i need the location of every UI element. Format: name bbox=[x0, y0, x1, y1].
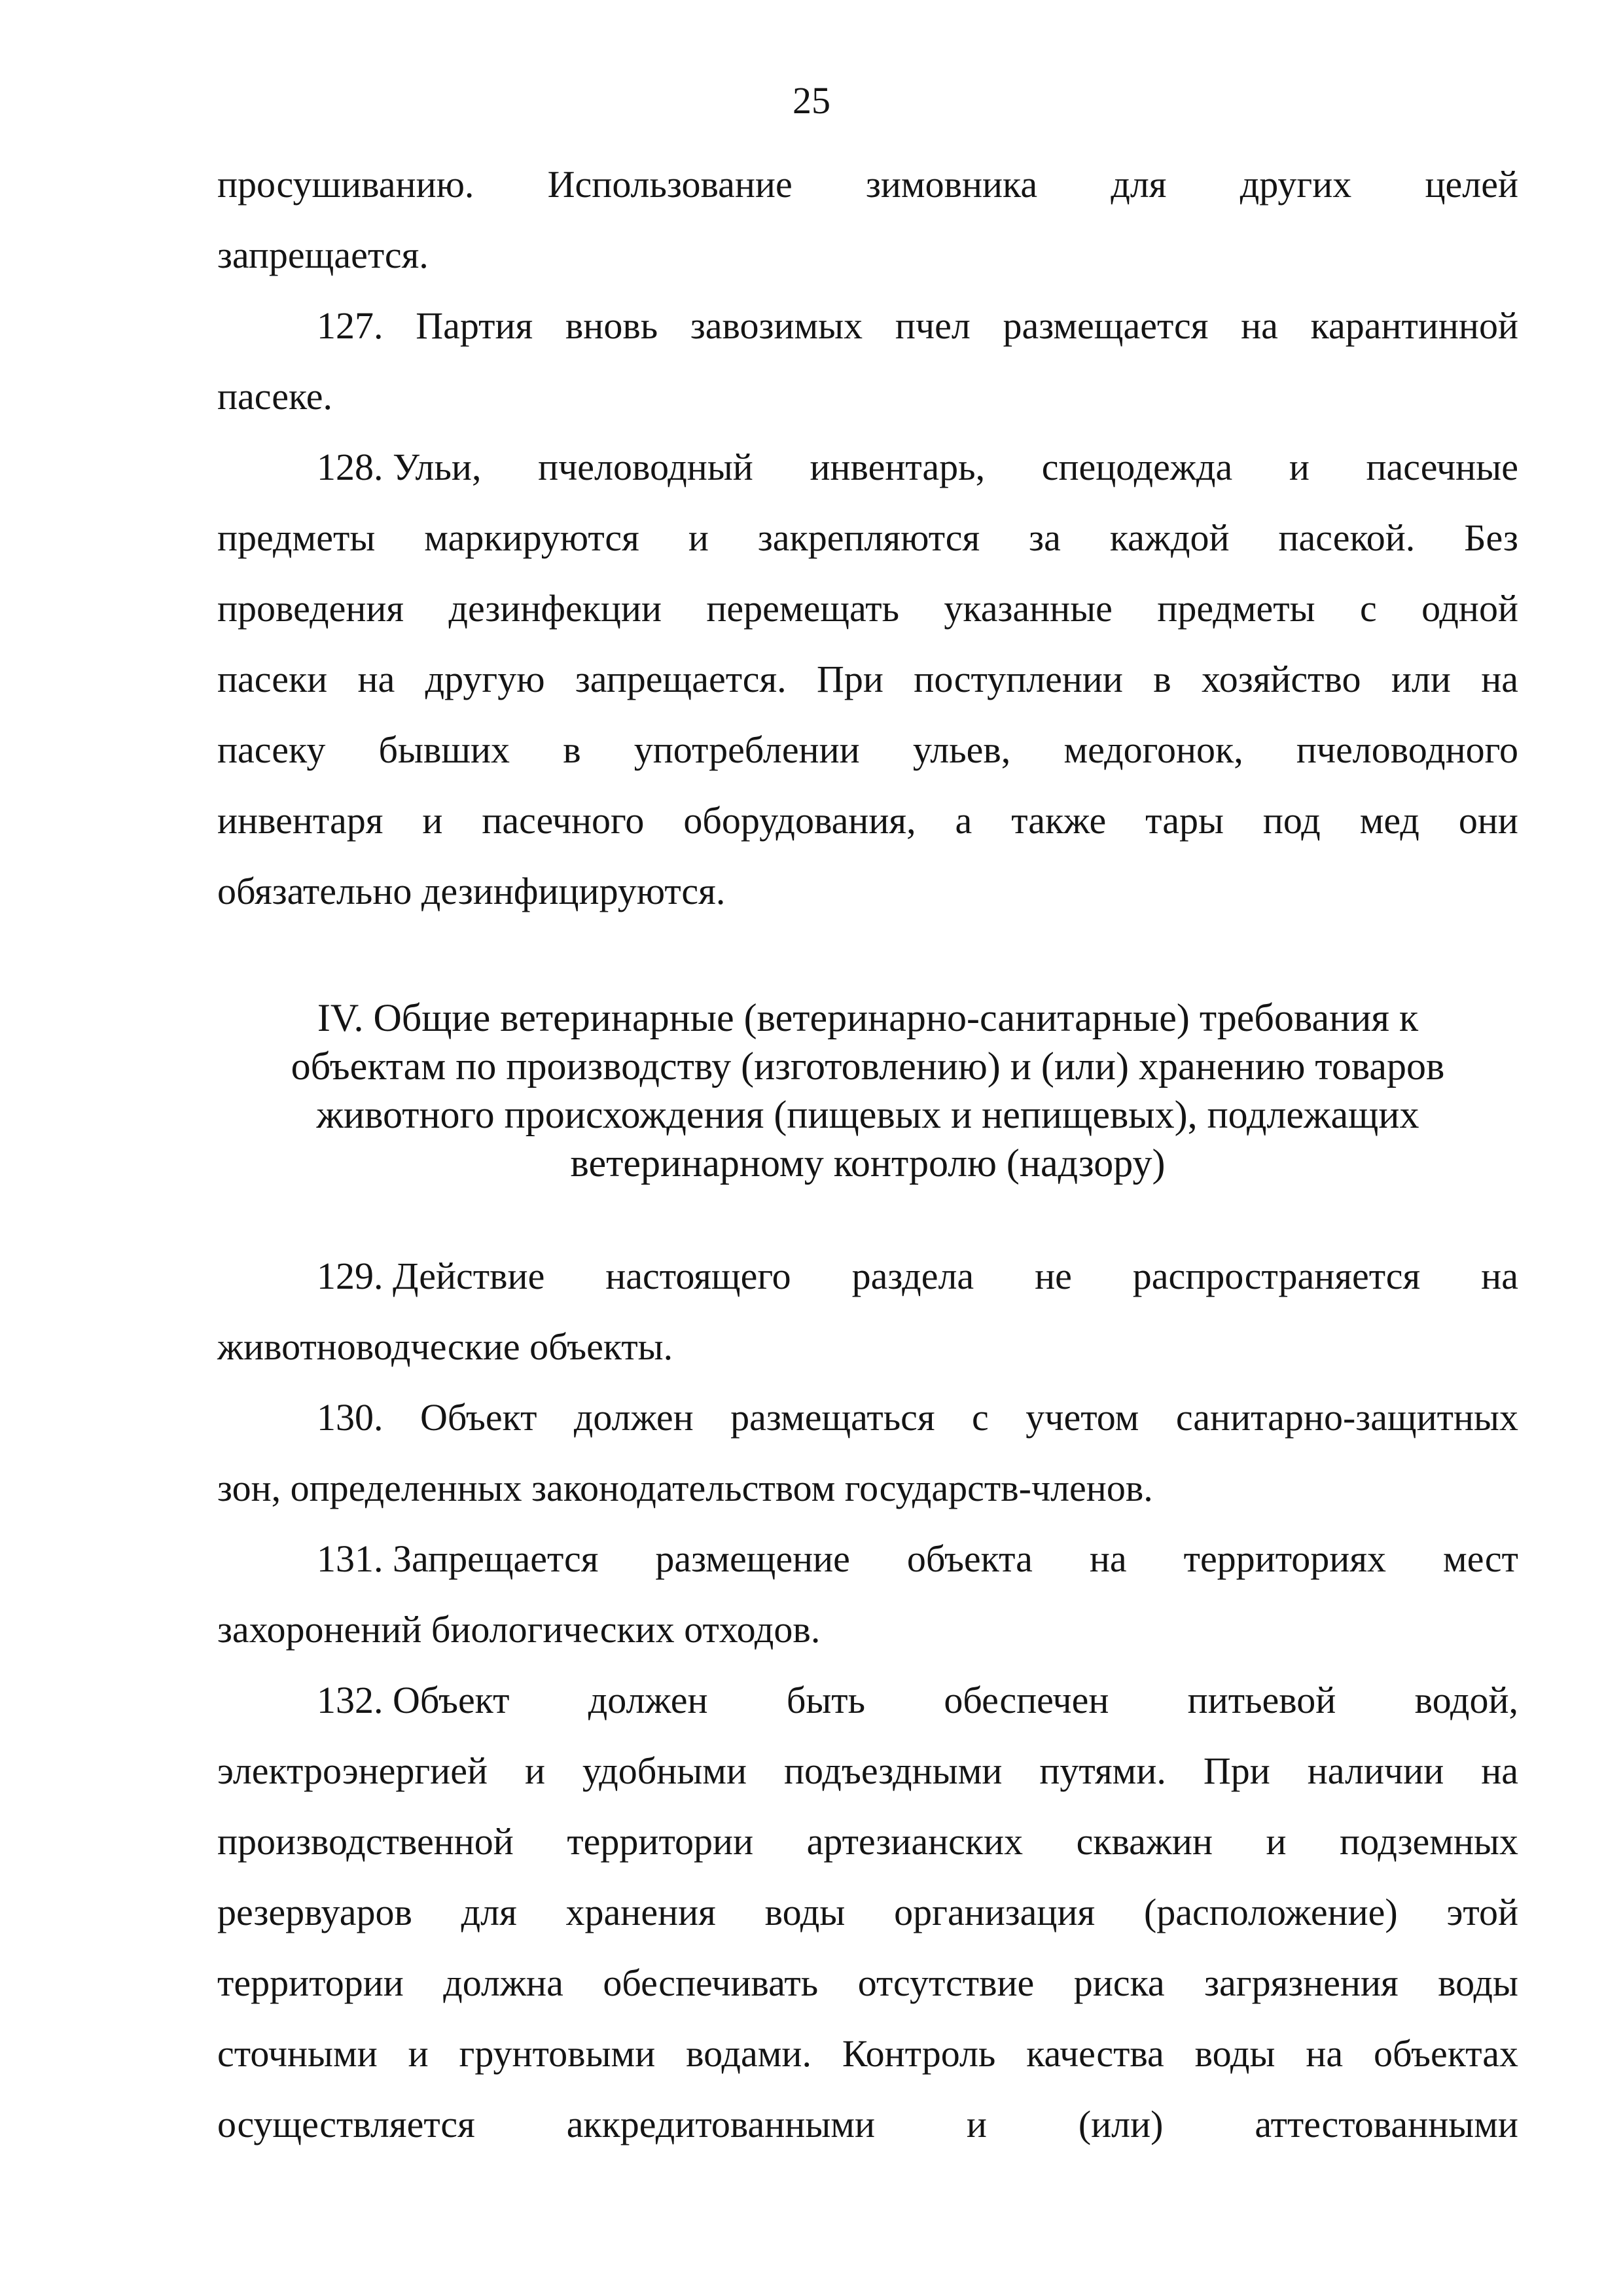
paragraph-130 bbox=[217, 1382, 1518, 1524]
word: маркируются bbox=[424, 516, 639, 559]
text-line bbox=[217, 715, 1518, 785]
text-line: 127. Партия вновь завозимых пчел размещается на карантинной bbox=[317, 304, 1518, 347]
text-line: производственной территории артезианских скважин и подземных bbox=[217, 1820, 1518, 1863]
text-line bbox=[217, 1524, 1518, 1594]
word: питьевой bbox=[1187, 1679, 1336, 1721]
word: настоящего bbox=[605, 1255, 791, 1297]
word: раздела bbox=[851, 1255, 974, 1297]
word: не bbox=[1035, 1255, 1072, 1297]
word: на bbox=[1089, 1537, 1127, 1580]
word: должен bbox=[588, 1679, 708, 1721]
word: распространяется bbox=[1132, 1255, 1421, 1297]
word: пчеловодный bbox=[538, 446, 753, 488]
word: на bbox=[1481, 1255, 1518, 1297]
word: инвентаря bbox=[217, 799, 383, 842]
section-heading bbox=[217, 994, 1518, 1187]
text-line bbox=[217, 432, 1518, 503]
text-line: пасеке. bbox=[217, 375, 332, 418]
word: каждой bbox=[1109, 516, 1230, 559]
word: (или) bbox=[1078, 2103, 1164, 2145]
text-line: зон, определенных законодательством государств-членов. bbox=[217, 1467, 1153, 1509]
word: 128. Ульи, bbox=[317, 446, 482, 488]
word: пчеловодного bbox=[1296, 728, 1518, 771]
word: за bbox=[1029, 516, 1061, 559]
word: предметы bbox=[217, 516, 376, 559]
word: спецодежда bbox=[1041, 446, 1233, 488]
word: Без bbox=[1464, 516, 1518, 559]
word: в bbox=[563, 728, 581, 771]
word: Использование bbox=[547, 163, 793, 206]
paragraph-129 bbox=[217, 1241, 1518, 1382]
word: также bbox=[1011, 799, 1107, 842]
word: других bbox=[1240, 163, 1352, 206]
word: медогонок, bbox=[1063, 728, 1243, 771]
word: и bbox=[1289, 446, 1310, 488]
word: зимовника bbox=[865, 163, 1038, 206]
paragraph-131 bbox=[217, 1524, 1518, 1665]
word: а bbox=[955, 799, 972, 842]
text-line bbox=[217, 2089, 1518, 2160]
word: объекта bbox=[906, 1537, 1033, 1580]
paragraph-128 bbox=[217, 432, 1518, 927]
word: пасекой. bbox=[1278, 516, 1416, 559]
page-number: 25 bbox=[793, 79, 830, 122]
word: ульев, bbox=[912, 728, 1011, 771]
text-line bbox=[217, 149, 1518, 220]
word: мест bbox=[1442, 1537, 1518, 1580]
word: употреблении bbox=[633, 728, 860, 771]
text-line: обязательно дезинфицируются. bbox=[217, 870, 726, 912]
paragraph-126-tail bbox=[217, 149, 1518, 291]
word: пасеку bbox=[217, 728, 326, 771]
text-line: запрещается. bbox=[217, 234, 429, 276]
word: и bbox=[966, 2103, 987, 2145]
word: быть bbox=[786, 1679, 866, 1721]
text-line: захоронений биологических отходов. bbox=[217, 1608, 821, 1651]
word: обеспечен bbox=[944, 1679, 1109, 1721]
heading-line: объектам по производству (изготовлению) и (или) хранению товаров bbox=[291, 1045, 1445, 1088]
word: осуществляется bbox=[217, 2103, 475, 2145]
word: инвентарь, bbox=[810, 446, 986, 488]
word: под bbox=[1262, 799, 1321, 842]
word: водой, bbox=[1414, 1679, 1518, 1721]
heading-line: IV. Общие ветеринарные (ветеринарно-санитарные) требования к bbox=[317, 996, 1419, 1039]
text-line: 130. Объект должен размещаться с учетом санитарно-защитных bbox=[317, 1396, 1518, 1439]
word: мед bbox=[1359, 799, 1419, 842]
word: оборудования, bbox=[683, 799, 916, 842]
text-line: электроэнергией и удобными подъездными путями. При наличии на bbox=[217, 1749, 1518, 1792]
word: для bbox=[1111, 163, 1167, 206]
text-line bbox=[217, 1665, 1518, 1736]
word: целей bbox=[1425, 163, 1518, 206]
word: и bbox=[422, 799, 443, 842]
word: 129. Действие bbox=[317, 1255, 545, 1297]
word: тары bbox=[1145, 799, 1224, 842]
text-line: резервуаров для хранения воды организация (расположение) этой bbox=[217, 1891, 1518, 1933]
text-line bbox=[217, 1241, 1518, 1312]
word: 131. Запрещается bbox=[317, 1537, 599, 1580]
text-line bbox=[217, 503, 1518, 573]
word: бывших bbox=[378, 728, 510, 771]
word: закрепляются bbox=[757, 516, 980, 559]
word: аккредитованными bbox=[566, 2103, 876, 2145]
word: 132. Объект bbox=[317, 1679, 510, 1721]
paragraph-132 bbox=[217, 1665, 1518, 2160]
word: они bbox=[1458, 799, 1518, 842]
text-line: территории должна обеспечивать отсутствие риска загрязнения воды bbox=[217, 1962, 1518, 2004]
text-line: проведения дезинфекции перемещать указанные предметы с одной bbox=[217, 587, 1518, 630]
heading-line: ветеринарному контролю (надзору) bbox=[570, 1141, 1166, 1185]
paragraph-127 bbox=[217, 291, 1518, 432]
word: размещение bbox=[655, 1537, 850, 1580]
word: территориях bbox=[1183, 1537, 1387, 1580]
word: пасечные bbox=[1366, 446, 1518, 488]
text-line: сточными и грунтовыми водами. Контроль качества воды на объектах bbox=[217, 2032, 1518, 2075]
text-line bbox=[217, 785, 1518, 856]
heading-line: животного происхождения (пищевых и непищевых), подлежащих bbox=[316, 1093, 1419, 1136]
text-line: животноводческие объекты. bbox=[217, 1325, 673, 1368]
word: и bbox=[688, 516, 709, 559]
word: пасечного bbox=[482, 799, 645, 842]
word: аттестованными bbox=[1255, 2103, 1518, 2145]
text-line: пасеки на другую запрещается. При поступлении в хозяйство или на bbox=[217, 658, 1518, 700]
word: просушиванию. bbox=[217, 163, 474, 206]
